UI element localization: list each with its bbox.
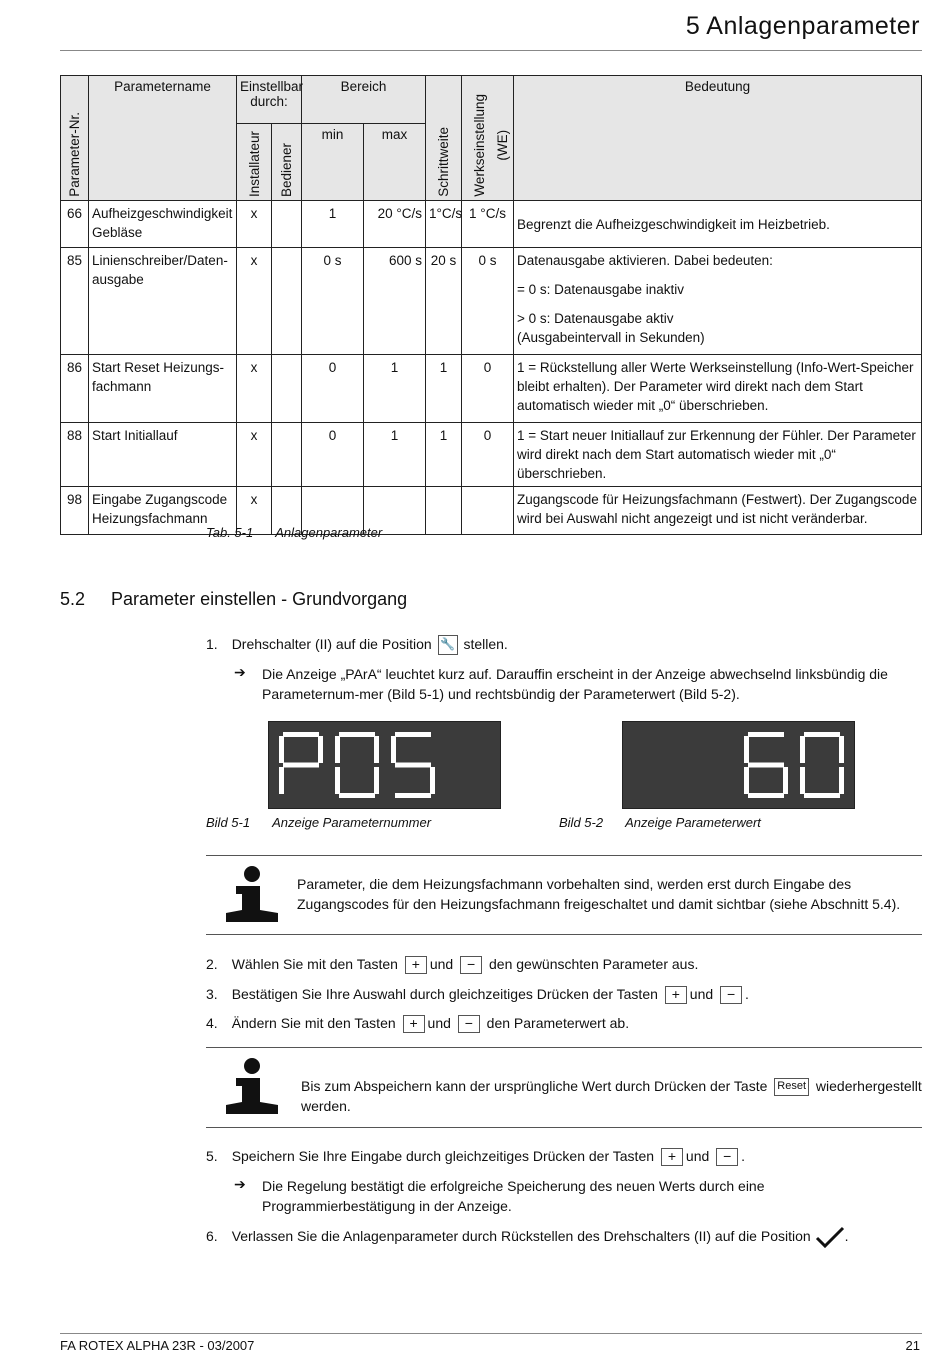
cell-bediener	[272, 201, 302, 248]
checkmark-position-icon	[815, 1226, 845, 1248]
cell-name: Aufheizgeschwindigkeit Gebläse	[89, 201, 237, 248]
table-row	[61, 201, 922, 248]
lcd-segment	[395, 763, 431, 768]
cell-min: 0 s	[302, 248, 364, 355]
lcd-segment	[800, 767, 805, 794]
lcd-segment	[339, 793, 375, 798]
cell-bedeutung: Begrenzt die Aufheizgeschwindigkeit im Heizbetrieb.	[514, 201, 922, 248]
cell-schrittweite: 20 s	[426, 248, 462, 355]
cell-bedeutung: Zugangscode für Heizungsfachmann (Festwert). Der Zugangscode wird bei Auswahl nicht angezeigt und ist nicht veränderbar.	[514, 487, 922, 535]
lcd-segment	[279, 767, 284, 794]
cell-schrittweite: 1	[426, 355, 462, 423]
header-installateur: Installateur	[237, 124, 272, 201]
plus-key-icon: +	[403, 1015, 425, 1033]
cell-werkseinstellung: 0	[462, 423, 514, 487]
cell-bediener	[272, 355, 302, 423]
cell-bediener	[272, 423, 302, 487]
step-2: 2. Wählen Sie mit den Tasten + und − den gewünschten Parameter aus.	[206, 956, 699, 973]
lcd-segment	[783, 767, 788, 794]
lcd-segment	[395, 732, 431, 737]
cell-nr: 66	[61, 201, 89, 248]
lcd-segment	[283, 763, 319, 768]
cell-schrittweite	[426, 487, 462, 535]
cell-installateur: x	[237, 355, 272, 423]
lcd-segment	[318, 736, 323, 763]
lcd-segment	[279, 736, 284, 763]
table-row	[61, 487, 922, 535]
step-1-result: Die Anzeige „PArA“ leuchtet kurz auf. Darauffin erscheint in der Anzeige abwechselnd linksbündig die Parameternum-mer (Bild 5-1) und rechtsbündig der Parameterwert (Bild 5-2).	[262, 666, 888, 702]
cell-min: 1	[302, 201, 364, 248]
lcd-segment	[283, 732, 319, 737]
reset-key-icon: Reset	[774, 1078, 809, 1096]
lcd-segment	[800, 736, 805, 763]
page-number: 21	[905, 1338, 920, 1353]
cell-installateur: x	[237, 201, 272, 248]
lcd-segment	[391, 736, 396, 763]
cell-max: 20 °C/s	[364, 201, 426, 248]
footer-rule	[60, 1333, 922, 1334]
cell-werkseinstellung: 1 °C/s	[462, 201, 514, 248]
header-rule	[60, 50, 922, 51]
header-max: max	[364, 124, 426, 201]
cell-nr: 88	[61, 423, 89, 487]
table-row	[61, 248, 922, 355]
cell-max: 1	[364, 355, 426, 423]
lcd-segment	[395, 793, 431, 798]
section-heading: 5.2 Parameter einstellen - Grundvorgang	[60, 589, 408, 609]
footer-doc-id: FA ROTEX ALPHA 23R - 03/2007	[60, 1338, 255, 1353]
cell-installateur: x	[237, 248, 272, 355]
cell-installateur: x	[237, 423, 272, 487]
table-caption: Tab. 5-1 Anlagenparameter	[206, 525, 383, 540]
cell-nr: 85	[61, 248, 89, 355]
header-einstellbar: Einstellbar durch:	[237, 76, 302, 124]
cell-min: 0	[302, 355, 364, 423]
header-bedeutung: Bedeutung	[514, 76, 922, 201]
cell-werkseinstellung: 0 s	[462, 248, 514, 355]
header-werkseinstellung: Werkseinstellung (WE)	[462, 76, 514, 201]
cell-max: 1	[364, 423, 426, 487]
cell-schrittweite: 1	[426, 423, 462, 487]
lcd-segment	[430, 767, 435, 794]
cell-name: Start Reset Heizungs-fachmann	[89, 355, 237, 423]
arrow-icon: ➔	[234, 664, 246, 680]
cell-werkseinstellung	[462, 487, 514, 535]
step-4: 4. Ändern Sie mit den Tasten + und − den Parameterwert ab.	[206, 1015, 630, 1032]
header-bereich: Bereich	[302, 76, 426, 124]
note-rule-top	[206, 1047, 922, 1048]
note-2-text: Bis zum Abspeichern kann der ursprüngliche Wert durch Drücken der Taste Reset wiederhergestellt werden.	[301, 1078, 922, 1115]
cell-nr: 98	[61, 487, 89, 535]
step-6: 6. Verlassen Sie die Anlagenparameter durch Rückstellen des Drehschalters (II) auf die Position .	[206, 1226, 848, 1248]
lcd-segment	[804, 732, 840, 737]
lcd-segment	[839, 767, 844, 794]
info-icon	[222, 1058, 282, 1114]
cell-min: 0	[302, 423, 364, 487]
parameter-table	[60, 75, 922, 535]
lcd-segments	[279, 732, 435, 798]
figure-caption-1: Bild 5-1 Anzeige Parameternummer	[206, 815, 432, 830]
lcd-segment	[335, 736, 340, 763]
lcd-segment	[744, 736, 749, 763]
lcd-display-parameter-value	[622, 721, 855, 809]
note-rule-bottom	[206, 934, 922, 935]
lcd-segment	[748, 763, 784, 768]
cell-installateur: x	[237, 487, 272, 535]
minus-key-icon: −	[460, 956, 482, 974]
note-rule-top	[206, 855, 922, 856]
plus-key-icon: +	[665, 986, 687, 1004]
arrow-icon: ➔	[234, 1176, 246, 1192]
cell-bedeutung: Datenausgabe aktivieren. Dabei bedeuten: = 0 s: Datenausgabe inaktiv > 0 s: Datenausgabe aktiv (Ausgabeintervall in Sekunden)	[514, 248, 922, 355]
header-min: min	[302, 124, 364, 201]
cell-werkseinstellung: 0	[462, 355, 514, 423]
plus-key-icon: +	[661, 1148, 683, 1166]
step-3: 3. Bestätigen Sie Ihre Auswahl durch gleichzeitiges Drücken der Tasten + und − .	[206, 986, 749, 1003]
cell-name: Eingabe Zugangscode Heizungsfachmann	[89, 487, 237, 535]
minus-key-icon: −	[458, 1015, 480, 1033]
chapter-title: 5 Anlagenparameter	[685, 12, 920, 40]
cell-bedeutung: 1 = Rückstellung aller Werte Werkseinstellung (Info-Wert-Speicher bleibt erhalten). Der Parameter wird direkt nach dem Start automatisch wieder mit „0“ überschrieben.	[514, 355, 922, 423]
lcd-segment	[804, 793, 840, 798]
header-parametername: Parametername	[89, 76, 237, 201]
lcd-segment	[335, 767, 340, 794]
lcd-segment	[374, 736, 379, 763]
cell-schrittweite: 1°C/s	[426, 201, 462, 248]
lcd-segment	[374, 767, 379, 794]
header-bediener: Bediener	[272, 124, 302, 201]
lcd-segment	[748, 732, 784, 737]
cell-name: Start Initiallauf	[89, 423, 237, 487]
cell-bediener	[272, 248, 302, 355]
cell-name: Linienschreiber/Daten-ausgabe	[89, 248, 237, 355]
info-icon	[222, 866, 282, 922]
lcd-segment	[744, 767, 749, 794]
lcd-display-parameter-number	[268, 721, 501, 809]
lcd-segments	[744, 732, 844, 798]
minus-key-icon: −	[716, 1148, 738, 1166]
step-5: 5. Speichern Sie Ihre Eingabe durch gleichzeitiges Drücken der Tasten + und − .	[206, 1148, 746, 1165]
cell-nr: 86	[61, 355, 89, 423]
lcd-segment	[339, 732, 375, 737]
table-row	[61, 355, 922, 423]
lcd-segment	[839, 736, 844, 763]
service-position-icon: 🔧	[438, 635, 458, 655]
table-row	[61, 423, 922, 487]
cell-bedeutung: 1 = Start neuer Initiallauf zur Erkennung der Fühler. Der Parameter wird direkt nach dem Start automatisch wieder mit „0“ überschrieben.	[514, 423, 922, 487]
minus-key-icon: −	[720, 986, 742, 1004]
figure-caption-2: Bild 5-2 Anzeige Parameterwert	[559, 815, 761, 830]
cell-max: 600 s	[364, 248, 426, 355]
step-5-result: Die Regelung bestätigt die erfolgreiche Speicherung des neuen Werts durch eine Programmierbestätigung in der Anzeige.	[262, 1178, 765, 1214]
note-1-text: Parameter, die dem Heizungsfachmann vorbehalten sind, werden erst durch Eingabe des Zugangscodes für den Heizungsfachmann freigeschaltet und damit sichtbar (siehe Abschnitt 5.4).	[297, 876, 901, 912]
note-rule-bottom	[206, 1127, 922, 1128]
step-1: 1. Drehschalter (II) auf die Position 🔧 stellen.	[206, 634, 508, 655]
lcd-segment	[748, 793, 784, 798]
plus-key-icon: +	[405, 956, 427, 974]
header-parameter-nr: Parameter-Nr.	[61, 76, 89, 201]
header-schrittweite: Schrittweite	[426, 76, 462, 201]
